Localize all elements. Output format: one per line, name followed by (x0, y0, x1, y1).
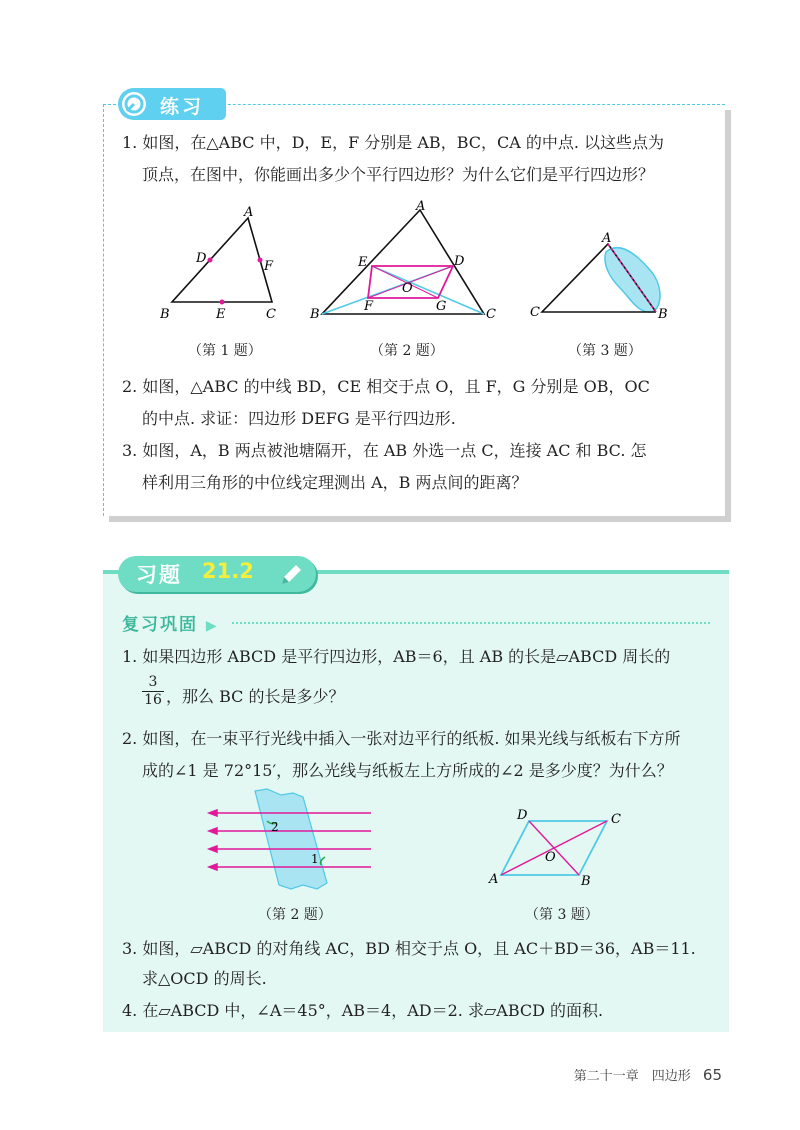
label-b-ex3: B (581, 874, 591, 889)
label-d-ex3: D (517, 808, 528, 823)
caption-practice-2: （第 2 题） (370, 343, 444, 359)
fraction-denominator: 16 (142, 691, 164, 709)
exercise-q1-line1: 1. 如果四边形 ABCD 是平行四边形，AB＝6，且 AB 的长是▱ABCD 周长的 (122, 647, 671, 666)
figure-practice-3 (528, 226, 678, 326)
triangle-arrow-icon: ▶ (205, 618, 219, 634)
practice-title: 练习 (160, 96, 205, 118)
angle-1-arc (321, 857, 326, 865)
exercise-q3-line1: 3. 如图，▱ABCD 的对角线 AC，BD 相交于点 O，且 AC＋BD＝36，AB＝11. (122, 939, 696, 958)
label-c-3: C (530, 305, 540, 320)
caption-practice-3: （第 3 题） (568, 343, 642, 359)
angle-2-label: 2 (271, 820, 279, 834)
label-b-2: B (310, 307, 320, 322)
label-c-ex3: C (611, 812, 621, 827)
practice-q2-line1: 2. 如图，△ABC 的中线 BD，CE 相交于点 O，且 F，G 分别是 OB，OC (122, 377, 650, 396)
practice-q1-line2: 顶点，在图中，你能画出多少个平行四边形？为什么它们是平行四边形？ (142, 165, 655, 184)
practice-q3-line2: 样利用三角形的中位线定理测出 A，B 两点间的距离？ (142, 473, 528, 492)
figure-exercise-3 (485, 805, 635, 890)
midpoint-e (220, 300, 225, 305)
midpoint-d (208, 258, 213, 263)
caption-practice-1: （第 1 题） (188, 343, 262, 359)
caption-exercise-2: （第 2 题） (258, 907, 332, 923)
triangle-abc (172, 218, 272, 302)
angle-1-label: 1 (311, 852, 319, 866)
label-b: B (160, 307, 170, 322)
diagonal-bd (529, 821, 579, 875)
label-f-2: F (364, 299, 374, 314)
label-g-2: G (436, 299, 447, 314)
label-a: A (244, 205, 254, 220)
chapter-title: 第二十一章 四边形 (573, 1069, 691, 1084)
figure-practice-2 (308, 196, 508, 328)
fraction-numerator: 3 (148, 674, 158, 690)
label-a-3: A (602, 231, 612, 246)
exercise-q1-line2: ，那么 BC 的长是多少？ (166, 687, 345, 706)
label-c-2: C (486, 307, 496, 322)
exercise-q3-line2: 求△OCD 的周长. (142, 969, 267, 988)
label-d-2: D (454, 254, 465, 269)
label-e: E (216, 307, 226, 322)
subheading-dotted-rule (232, 622, 710, 624)
figure-practice-1 (160, 200, 290, 330)
exercise-q4-line1: 4. 在▱ABCD 中，∠A＝45°，AB＝4，AD＝2. 求▱ABCD 的面积. (122, 1001, 604, 1020)
practice-q1-line1: 1. 如图，在△ABC 中，D，E，F 分别是 AB，BC，CA 的中点. 以这些点为 (122, 133, 665, 152)
practice-q2-line2: 的中点. 求证：四边形 DEFG 是平行四边形. (142, 409, 456, 428)
label-b-3: B (658, 307, 668, 322)
pencil-icon (278, 562, 304, 588)
subheading-review (122, 610, 219, 635)
fraction-3-16 (142, 674, 164, 709)
label-o-ex3: O (545, 850, 556, 865)
exercise-title: 习题 (136, 563, 182, 587)
label-a-2: A (416, 199, 426, 214)
figure-exercise-2 (205, 785, 380, 895)
subheading-text: 复习巩固 (122, 615, 198, 635)
label-o-2: O (402, 281, 413, 296)
label-a-ex3: A (489, 872, 499, 887)
cardboard (255, 789, 327, 889)
exercise-q2-line2: 成的∠1 是 72°15′，那么光线与纸板左上方所成的∠2 是多少度？为什么？ (142, 761, 673, 780)
caption-exercise-3: （第 3 题） (525, 907, 599, 923)
label-d: D (196, 251, 207, 266)
practice-tab (118, 88, 226, 120)
label-c: C (266, 307, 276, 322)
page-number: 65 (702, 1066, 722, 1084)
midpoint-f (258, 258, 263, 263)
practice-q3-line1: 3. 如图，A，B 两点被池塘隔开，在 AB 外选一点 C，连接 AC 和 BC. 怎 (122, 441, 647, 460)
label-f: F (264, 259, 274, 274)
practice-icon (121, 91, 147, 117)
exercise-number: 21.2 (202, 559, 254, 583)
exercise-tab (118, 556, 316, 592)
page-footer (574, 1065, 722, 1084)
exercise-q2-line1: 2. 如图，在一束平行光线中插入一张对边平行的纸板. 如果光线与纸板右下方所 (122, 729, 681, 748)
label-e-2: E (358, 255, 368, 270)
